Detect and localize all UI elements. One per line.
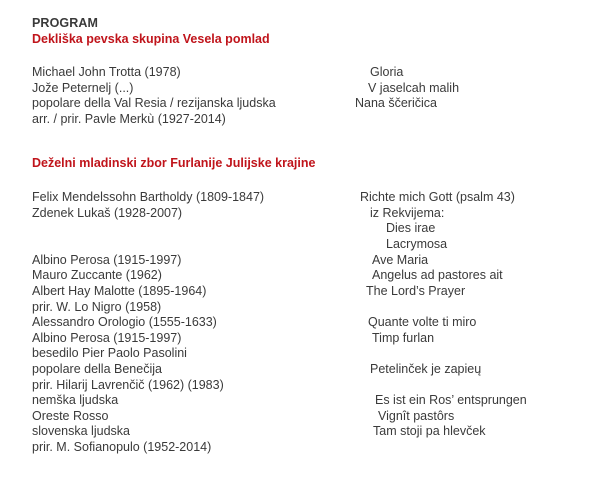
piece-title: Quante volte ti miro xyxy=(368,315,477,329)
composer-line: Albino Perosa (1915-1997) xyxy=(32,253,182,267)
composer-line: Mauro Zuccante (1962) xyxy=(32,268,162,282)
program-title: PROGRAM xyxy=(32,16,98,30)
section-heading-vesela-pomlad: Dekliška pevska skupina Vesela pomlad xyxy=(32,32,270,46)
composer-line: Felix Mendelssohn Bartholdy (1809-1847) xyxy=(32,190,265,204)
composer-line: arr. / prir. Pavle Merkù (1927-2014) xyxy=(32,112,226,126)
composer-line: popolare della Benečija xyxy=(32,362,162,376)
piece-title: Petelinček je zapieų xyxy=(370,362,482,376)
composer-line: Jože Peternelj (...) xyxy=(32,81,134,95)
piece-title: Ave Maria xyxy=(372,253,429,267)
piece-title: Vignît pastôrs xyxy=(378,409,455,423)
piece-title: Nana ščeričica xyxy=(355,96,437,110)
composer-line: prir. Hilarij Lavrenčič (1962) (1983) xyxy=(32,378,224,392)
piece-title: Lacrymosa xyxy=(386,237,448,251)
composer-line: Alessandro Orologio (1555-1633) xyxy=(32,315,217,329)
composer-line: Michael John Trotta (1978) xyxy=(32,65,181,79)
piece-title: Es ist ein Ros’ entsprungen xyxy=(375,393,527,407)
composer-line: Zdenek Lukaš (1928-2007) xyxy=(32,206,183,220)
piece-title: Angelus ad pastores ait xyxy=(372,268,503,282)
piece-title: Gloria xyxy=(370,65,404,79)
piece-title: Dies irae xyxy=(386,221,436,235)
composer-line: prir. M. Sofianopulo (1952-2014) xyxy=(32,440,212,454)
composer-line: nemška ljudska xyxy=(32,393,119,407)
piece-title: Timp furlan xyxy=(372,331,435,345)
piece-title: iz Rekvijema: xyxy=(370,206,445,220)
composer-line: prir. W. Lo Nigro (1958) xyxy=(32,300,162,314)
piece-title: V jaselcah malih xyxy=(368,81,460,95)
piece-title: The Lord’s Prayer xyxy=(366,284,466,298)
composer-line: Albert Hay Malotte (1895-1964) xyxy=(32,284,207,298)
composer-line: popolare della Val Resia / rezijanska ljudska xyxy=(32,96,276,110)
section-heading-youth-choir: Deželni mladinski zbor Furlanije Julijske krajine xyxy=(32,156,316,170)
piece-title: Tam stoji pa hlevček xyxy=(373,424,486,438)
piece-title: Richte mich Gott (psalm 43) xyxy=(360,190,515,204)
composer-line: slovenska ljudska xyxy=(32,424,130,438)
composer-line: Oreste Rosso xyxy=(32,409,109,423)
composer-line: Albino Perosa (1915-1997) xyxy=(32,331,182,345)
composer-line: besedilo Pier Paolo Pasolini xyxy=(32,346,187,360)
